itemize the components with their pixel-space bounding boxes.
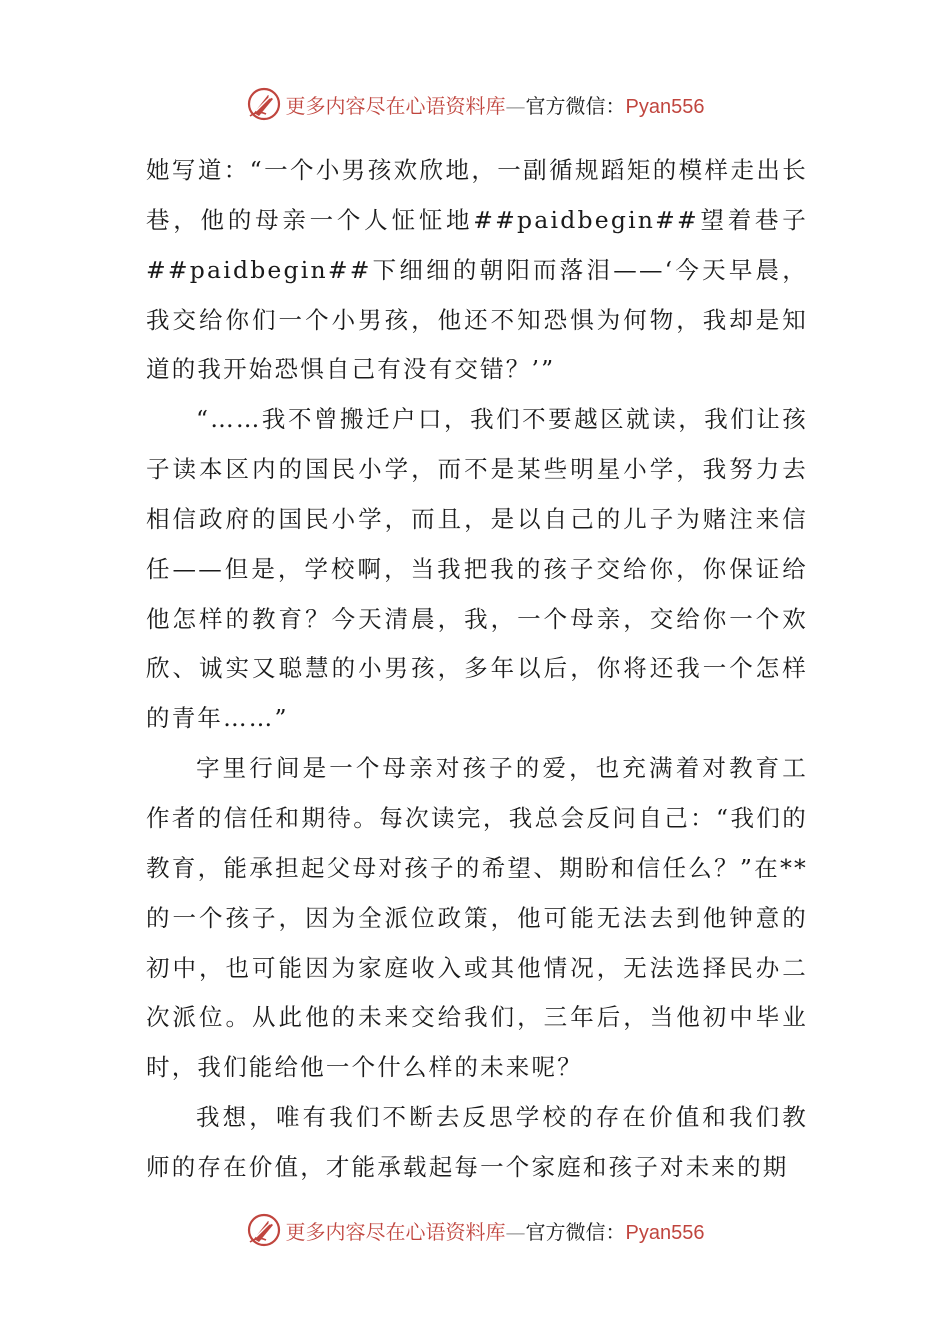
footer-contact: Pyan556 xyxy=(625,1221,705,1244)
pen-nib-logo-icon xyxy=(246,86,282,122)
paragraph-3: 字里行间是一个母亲对孩子的爱，也充满着对教育工作者的信任和期待。每次读完，我总会反问自己：“我们的教育，能承担起父母对孩子的希望、期盼和信任么？”在**的一个孩子，因为全派位政策，他可能无法去到他钟意的初中，也可能因为家庭收入或其他情况，无法选择民办二次派位。从此他的未来交给我们，三年后，当他初中毕业时，我们能给他一个什么样的未来呢？ xyxy=(146,754,808,1082)
document-body xyxy=(146,146,808,1193)
pen-nib-logo-icon xyxy=(246,1212,282,1248)
header-text xyxy=(286,90,705,119)
header-brand: 更多内容尽在心语资料库 xyxy=(285,93,506,118)
footer-separator: — xyxy=(505,1219,526,1244)
paragraph-2: “……我不曾搬迁户口，我们不要越区就读，我们让孩子读本区内的国民小学，而不是某些明星小学，我努力去相信政府的国民小学，而且，是以自己的儿子为赌注来信任——但是，学校啊，当我把我的孩子交给你，你保证给他怎样的教育？今天清晨，我，一个母亲，交给你一个欢欣、诚实又聪慧的小男孩，多年以后，你将还我一个怎样的青年……” xyxy=(146,405,808,733)
paragraph-1: 她写道：“一个小男孩欢欣地，一副循规蹈矩的模样走出长巷，他的母亲一个人怔怔地##paidbegin##望着巷子##paidbegin##下细细的朝阳而落泪——‘今天早晨，我交给你们一个小男孩，他还不知恐惧为何物，我却是知道的我开始恐惧自己有没有交错？’” xyxy=(146,156,808,384)
footer-banner xyxy=(0,1208,950,1252)
header-contact: Pyan556 xyxy=(625,95,705,118)
header-banner xyxy=(0,82,950,126)
footer-brand: 更多内容尽在心语资料库 xyxy=(285,1219,506,1244)
footer-text xyxy=(286,1216,705,1245)
footer-label: 官方微信： xyxy=(525,1219,626,1244)
header-separator: — xyxy=(505,93,526,118)
paragraph-4: 我想，唯有我们不断去反思学校的存在价值和我们教师的存在价值，才能承载起每一个家庭和孩子对未来的期 xyxy=(146,1103,808,1181)
header-label: 官方微信： xyxy=(525,93,626,118)
